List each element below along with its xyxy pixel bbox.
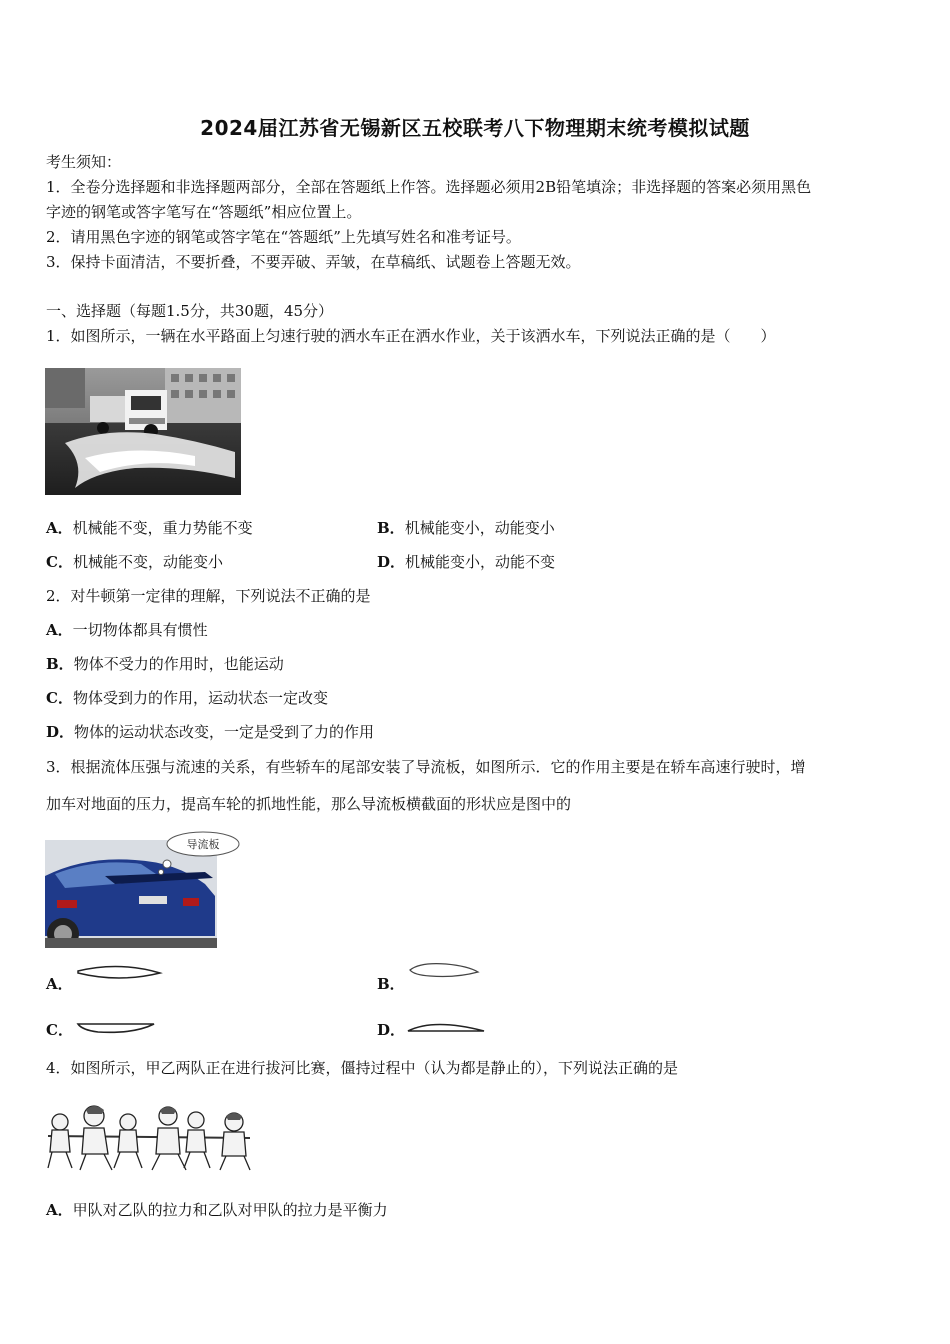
q3-car-spoiler-image [45, 826, 240, 948]
notice-item-2: 2．请用黑色字迹的钢笔或答字笔在“答题纸”上先填写姓名和准考证号。 [46, 228, 521, 246]
q1-option-d-letter: D． [377, 553, 406, 571]
q2-option-d-letter: D． [46, 723, 75, 741]
notice-item-1-cont: 字迹的钢笔或答字笔写在“答题纸”相应位置上。 [46, 203, 362, 221]
q2-option-b-text: 物体不受力的作用时，也能运动 [73, 655, 284, 673]
q2-option-b [46, 654, 284, 674]
q1-option-b-letter: B． [377, 519, 405, 537]
notice-item-3: 3．保持卡面清洁，不要折叠，不要弄破、弄皱，在草稿纸、试题卷上答题无效。 [46, 253, 581, 271]
q2-option-c-letter: C． [46, 689, 73, 707]
q1-option-a-letter: A． [46, 519, 73, 537]
q2-option-d-text: 物体的运动状态改变，一定是受到了力的作用 [74, 723, 375, 741]
q3-option-c [46, 1020, 73, 1040]
q3-stem-line1: 3．根据流体压强与流速的关系，有些轿车的尾部安装了导流板，如图所示．它的作用主要是在轿车高速行驶时，增 [46, 758, 806, 776]
q2-option-c-text: 物体受到力的作用，运动状态一定改变 [72, 689, 328, 707]
q3-option-d [377, 1020, 405, 1040]
q1-sprinkler-truck-image [45, 368, 241, 495]
q3-option-c-shape [74, 1016, 158, 1036]
section-heading: 一、选择题（每题1.5分，共30题，45分） [46, 302, 334, 320]
q2-option-c [46, 688, 328, 708]
q1-option-b [377, 518, 555, 538]
q1-option-d [377, 552, 555, 572]
q2-option-a-letter: A． [46, 621, 73, 639]
q3-option-b-shape [406, 960, 482, 982]
q3-bubble-label: 导流板 [186, 838, 220, 851]
q1-option-a [46, 518, 253, 538]
q3-option-a [46, 974, 73, 994]
q3-option-b [377, 974, 405, 994]
q2-option-a-text: 一切物体都具有惯性 [72, 621, 208, 639]
q2-option-a [46, 620, 208, 640]
q4-stem: 4．如图所示，甲乙两队正在进行拔河比赛，僵持过程中（认为都是静止的），下列说法正确的是 [46, 1059, 679, 1077]
q4-option-a [46, 1200, 388, 1220]
q3-option-d-letter: D． [377, 1021, 406, 1039]
q1-option-c-text: 机械能不变，动能变小 [72, 553, 223, 571]
q3-stem-line2: 加车对地面的压力，提高车轮的抓地性能，那么导流板横截面的形状应是图中的 [46, 795, 572, 813]
q1-option-a-text: 机械能不变，重力势能不变 [72, 519, 253, 537]
notice-item-1: 1．全卷分选择题和非选择题两部分，全部在答题纸上作答。选择题必须用2B铅笔填涂；非选择题的答案必须用黑色 [46, 178, 812, 196]
q3-option-b-letter: B． [377, 975, 405, 993]
q4-option-a-text: 甲队对乙队的拉力和乙队对甲队的拉力是平衡力 [72, 1201, 388, 1219]
q3-option-d-shape [404, 1016, 488, 1036]
page-title: 2024届江苏省无锡新区五校联考八下物理期末统考模拟试题 [200, 116, 750, 140]
q4-tug-of-war-image [46, 1102, 252, 1174]
q3-option-c-letter: C． [46, 1021, 73, 1039]
q1-option-b-text: 机械能变小，动能变小 [404, 519, 555, 537]
q2-stem: 2．对牛顿第一定律的理解，下列说法不正确的是 [46, 587, 371, 605]
q3-option-a-shape [74, 962, 164, 984]
q1-option-c-letter: C． [46, 553, 73, 571]
q1-stem: 1．如图所示，一辆在水平路面上匀速行驶的洒水车正在洒水作业，关于该洒水车，下列说法正确的是（ ） [46, 327, 776, 345]
q1-option-d-text: 机械能变小，动能不变 [405, 553, 556, 571]
q1-option-c [46, 552, 223, 572]
q2-option-b-letter: B． [46, 655, 74, 673]
notice-heading: 考生须知： [46, 153, 122, 171]
q2-option-d [46, 722, 374, 742]
q3-option-a-letter: A． [46, 975, 73, 993]
q4-option-a-letter: A． [46, 1201, 73, 1219]
